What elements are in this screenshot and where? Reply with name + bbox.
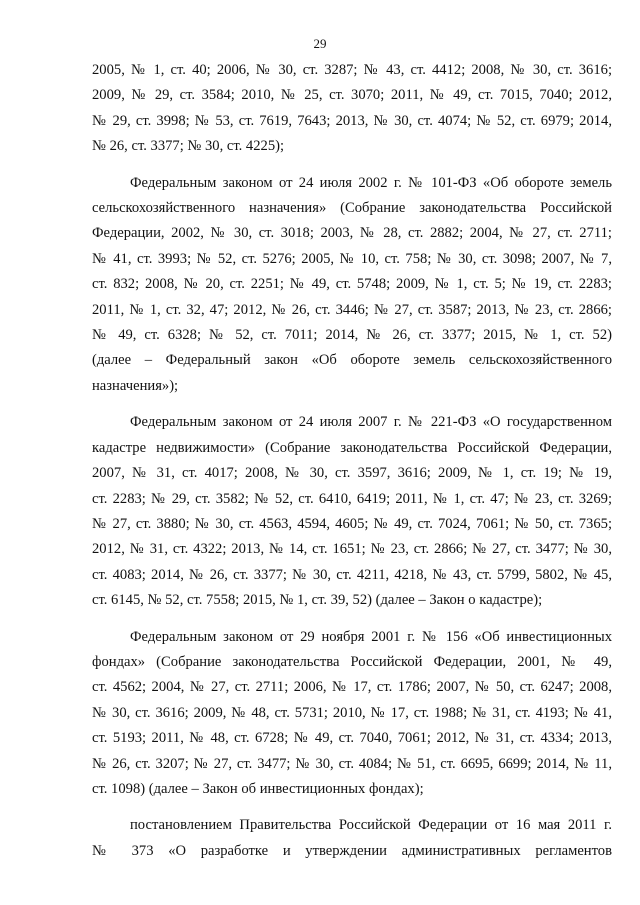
paragraph: [92, 625, 612, 803]
text-line: ст. 4083; 2014, № 26, ст. 3377; № 30, ст. 4211, 4218, № 43, ст. 5799, 5802, № 45,: [92, 566, 612, 583]
text-line: Федеральным законом от 24 июля 2007 г. № 221-ФЗ «О государственном: [130, 414, 612, 431]
text-line: 2005, № 1, ст. 40; 2006, № 30, ст. 3287; № 43, ст. 4412; 2008, № 30, ст. 3616;: [92, 62, 612, 78]
text-line: 2012, № 31, ст. 4322; 2013, № 14, ст. 1651; № 23, ст. 2866; № 27, ст. 3477; № 30,: [92, 541, 612, 558]
text-line: № 30, ст. 3616; 2009, № 48, ст. 5731; 2010, № 17, ст. 1988; № 31, ст. 4193; № 41,: [92, 704, 612, 721]
text-line: (далее – Федеральный закон «Об обороте земель сельскохозяйственного: [92, 352, 612, 369]
paragraph: [92, 171, 612, 400]
text-line: № 27, ст. 3880; № 30, ст. 4563, 4594, 4605; № 49, ст. 7024, 7061; № 50, ст. 7365;: [92, 515, 612, 532]
text-line: № 26, ст. 3377; № 30, ст. 4225);: [92, 138, 285, 155]
text-line: № 29, ст. 3998; № 53, ст. 7619, 7643; 2013, № 30, ст. 4074; № 52, ст. 6979; 2014,: [92, 112, 612, 129]
text-line: назначения»);: [92, 377, 179, 394]
text-line: № 49, ст. 6328; № 52, ст. 7011; 2014, № 26, ст. 3377; 2015, № 1, ст. 52): [92, 327, 612, 344]
paragraph: [92, 410, 612, 613]
text-line: ст. 2283; № 29, ст. 3582; № 52, ст. 6410, 6419; 2011, № 1, ст. 47; № 23, ст. 3269;: [92, 490, 612, 507]
text-line: 2011, № 1, ст. 32, 47; 2012, № 26, ст. 3446; № 27, ст. 3587; 2013, № 23, ст. 2866;: [92, 301, 612, 318]
document-body: [92, 58, 612, 875]
text-line: ст. 1098) (далее – Закон об инвестиционных фондах);: [92, 780, 424, 797]
page-number: 29: [313, 36, 327, 51]
text-line: № 41, ст. 3993; № 52, ст. 5276; 2005, № 10, ст. 758; № 30, ст. 3098; 2007, № 7,: [92, 250, 612, 267]
text-line: 2009, № 29, ст. 3584; 2010, № 25, ст. 3070; 2011, № 49, ст. 7015, 7040; 2012,: [92, 87, 612, 104]
text-line: Федеральным законом от 29 ноября 2001 г. № 156 «Об инвестиционных: [130, 628, 612, 645]
text-line: сельскохозяйственного назначения» (Собрание законодательства Российской: [92, 200, 612, 217]
text-line: ст. 5193; 2011, № 48, ст. 6728; № 49, ст. 7040, 7061; 2012, № 31, ст. 4334; 2013,: [92, 730, 612, 747]
text-line: 2007, № 31, ст. 4017; 2008, № 30, ст. 3597, 3616; 2009, № 1, ст. 19; № 19,: [92, 465, 612, 482]
paragraph: [92, 813, 612, 864]
text-line: постановлением Правительства Российской Федерации от 16 мая 2011 г.: [130, 817, 612, 834]
text-line: Федерации, 2002, № 30, ст. 3018; 2003, № 28, ст. 2882; 2004, № 27, ст. 2711;: [92, 225, 612, 242]
text-line: № 373 «О разработке и утверждении административных регламентов: [92, 842, 612, 859]
text-line: фондах» (Собрание законодательства Российской Федерации, 2001, № 49,: [92, 653, 612, 670]
text-line: ст. 4562; 2004, № 27, ст. 2711; 2006, № 17, ст. 1786; 2007, № 50, ст. 6247; 2008,: [92, 679, 612, 696]
text-line: № 26, ст. 3207; № 27, ст. 3477; № 30, ст. 4084; № 51, ст. 6695, 6699; 2014, № 11,: [92, 755, 612, 772]
text-line: кадастре недвижимости» (Собрание законодательства Российской Федерации,: [92, 439, 612, 456]
text-line: Федеральным законом от 24 июля 2002 г. № 101-ФЗ «Об обороте земель: [130, 174, 612, 191]
text-line: ст. 6145, № 52, ст. 7558; 2015, № 1, ст. 39, 52) (далее – Закон о кадастре);: [92, 592, 543, 609]
paragraph: [92, 58, 612, 160]
text-line: ст. 832; 2008, № 20, ст. 2251; № 49, ст. 5748; 2009, № 1, ст. 5; № 19, ст. 2283;: [92, 276, 612, 293]
